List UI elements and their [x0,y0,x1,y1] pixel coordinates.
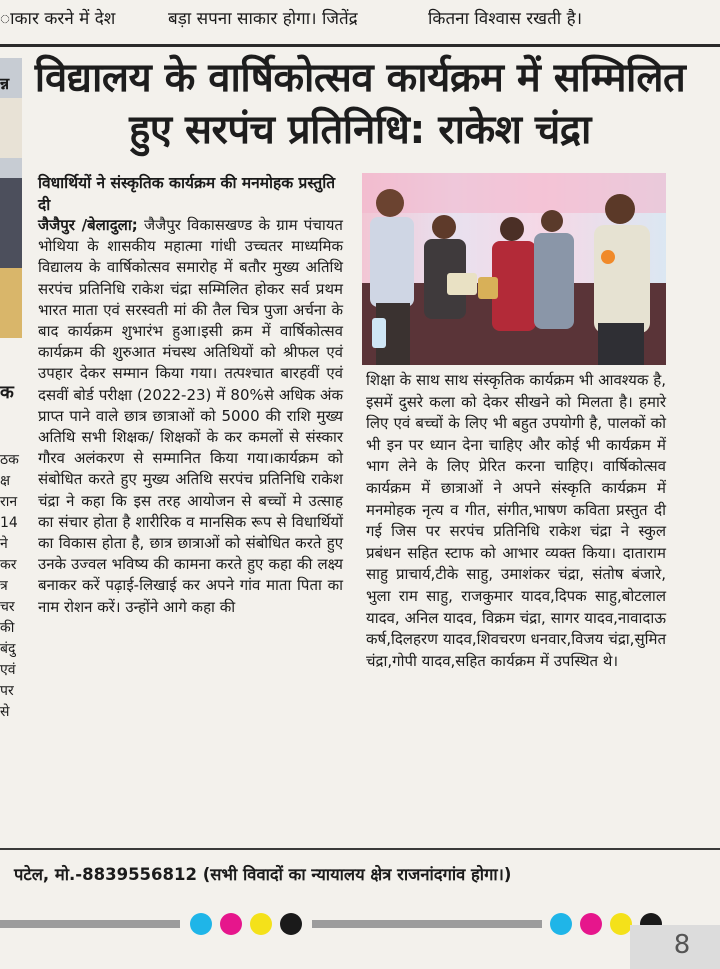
left-photo-fragment [0,58,22,338]
article-body-column-2: शिक्षा के साथ साथ संस्कृतिक कार्यक्रम भी आवश्यक है, इसमें दुसरे कला को देकर सीखने को मिलता है। हमारे लिए एवं बच्चों के लिए भी बहुत उपयोगी है, पालकों को भी इन पर ध्यान देना चाहिए और कोई भी कार्यक्रम में भाग लेने के लिए प्रेरित करना चाहिए। वार्षिकोत्सव कार्यक्रम में छात्राओं ने अपने संस्कृति कार्यक्रम में मनमोहक नृत्य व गीत, संगीत,भाषण कविता प्रस्तुत दी गई जिस पर सरपंच प्रतिनिधि राकेश चंद्रा ने स्कुल प्रबंधन सहित स्टाफ को आभार व्यक्त किया। दाताराम साहु प्राचार्य,टीके साहु, उमाशंकर चंद्रा, संतोष बंजारे, भुला राम साहु, राजकुमार यादव,दिपक साहु,बोटलाल यादव, अनिल यादव, विक्रम चंद्रा, सागर यादव,नावादाऊ कर्ष,दिलहरण यादव,शिवचरण धनवार,विजय चंद्रा,सुमित चंद्रा,गोपी यादव,सहित कार्यक्रम में उपस्थित थे। [366,371,666,670]
registration-bar-middle [312,920,542,928]
black-registration-dot [280,913,302,935]
top-strip [0,0,720,34]
article-body-column-1 [38,215,343,618]
article-photo [362,173,666,365]
left-fragment-heading: क [0,382,14,403]
left-fragment-line: एवं [0,662,16,678]
article-body-text-1: जैजैपुर विकासखण्ड के ग्राम पंचायत भोथिया के शासकीय महात्मा गांधी उच्चतर माध्यमिक विद्यालय के वार्षिकोत्सव समारोह में बतौर मुख्य अतिथि सरपंच प्रतिनिधि राकेश चंद्रा सम्मिलित होकर सर्व प्रथम भारत माता एवं सरस्वती मां की तैल चित्र पुजा अर्चना के बाद कार्यक्रम शुभारंभ हुआ।इसी क्रम में वार्षिकोत्सव कार्यक्रम की शुरुआत मंचस्थ अतिथियों को श्रीफल एवं उपहार देकर सम्मान किया गया। तत्पश्चात बारहवीं एवं दसवीं बोर्ड परीक्षा (2022-23) में 80%से अधिक अंक प्राप्त पाने वाले छात्र छात्राओं को 5000 की राशि मुख्य अतिथि सभी शिक्षक/ शिक्षकों के कर कमलों से संस्कार गौरव अलंकरण से सम्मानित किया गया।कार्यक्रम को संबोधित करते हुए मुख्य अतिथि सरपंच प्रतिनिधि राकेश चंद्रा ने कहा कि इस तरह आयोजन से बच्चों मे उत्साह का संचार होता है शारीरिक व मानसिक रूप से विधार्थियों का विकास होता है, छात्र छात्राओं को संबोधित करते हुए उनके उज्वल भविष्य की कामना करते हुए कहा की लक्ष्य बनाकर करें पढ़ाई-लिखाई कर अपने गांव माता पिता का नाम रोशन करें। उन्होंने आगे कहा की [38,216,343,616]
left-fragment-tag: न्न [0,74,10,93]
left-fragment-line: क्ष [0,473,11,489]
left-fragment-line: 14 [0,515,18,531]
left-fragment-line: त्र [0,578,8,594]
magenta-registration-dot [220,913,242,935]
headline-line-2: हुए सरपंच प्रतिनिधि: राकेश चंद्रा [129,107,591,153]
top-strip-left-text: ाकार करने में देश [0,9,116,29]
article-photo-image [362,173,666,365]
yellow-registration-dot [250,913,272,935]
left-fragment-line: की [0,620,15,636]
left-photo-fragment-image [0,58,22,338]
magenta-registration-dot [580,913,602,935]
left-fragment-line: रान [0,494,18,510]
bottom-divider [0,848,720,850]
cyan-registration-dot [550,913,572,935]
top-divider [0,44,720,47]
left-fragment-line: चर [0,599,15,615]
left-fragment-line: पर [0,683,14,699]
page-number: 8 [673,930,691,960]
left-fragment-line: ठक [0,452,19,468]
footer-text: पटेल, मो.-8839556812 (सभी विवादों का न्यायालय क्षेत्र राजनांदगांव होगा।) [14,865,512,884]
headline-line-1: विद्यालय के वार्षिकोत्सव कार्यक्रम में सम्मिलित [34,55,686,101]
top-strip-right-text: कितना विश्वास रखती है। [428,9,583,29]
left-fragment-text [0,450,22,723]
article-byline: जैजैपुर /बेलादुला; [38,216,138,234]
registration-marks [0,913,720,935]
left-fragment-line: से [0,704,10,720]
cyan-registration-dot [190,913,212,935]
registration-bar-left [0,920,180,928]
left-fragment-line: बंदु [0,641,16,657]
top-strip-middle-text: बड़ा सपना साकार होगा। जितेंद्र [168,9,358,29]
article-headline [30,52,690,156]
yellow-registration-dot [610,913,632,935]
article-subhead: विधार्थियों ने संस्कृतिक कार्यक्रम की मनमोहक प्रस्तुति दी [38,174,336,214]
left-fragment-line: ने [0,536,8,552]
left-fragment-line: कर [0,557,17,573]
